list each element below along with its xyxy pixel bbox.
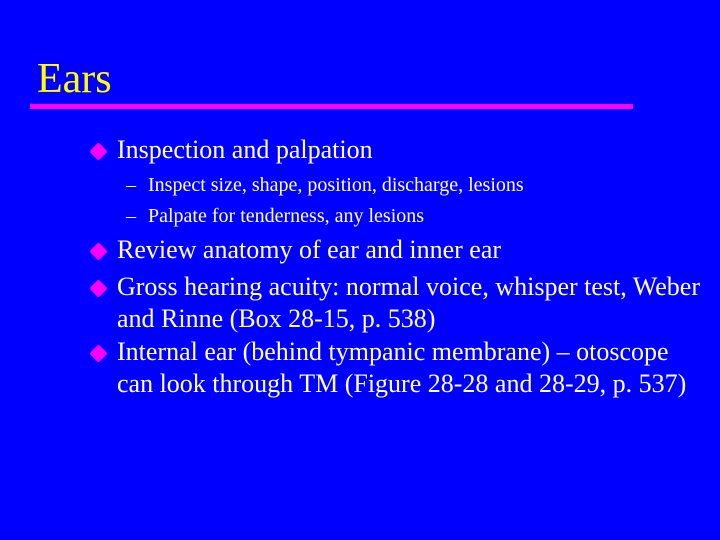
bullet-item-2 <box>86 234 706 266</box>
dash-marker: – <box>126 174 136 196</box>
bullet-item-3 <box>86 271 706 335</box>
dash-marker: – <box>126 205 136 227</box>
bullet-text: Inspection and palpation <box>117 135 373 164</box>
bullet-text: Internal ear (behind tympanic membrane) – otoscope can look through TM (Figure 28-28 and 28-29, p. 537) <box>117 337 687 398</box>
diamond-bullet-icon <box>89 344 107 362</box>
bullet-item-1 <box>86 134 706 166</box>
diamond-bullet-icon <box>89 142 107 160</box>
diamond-bullet-icon <box>89 279 107 297</box>
sub-bullet-text: Palpate for tenderness, any lesions <box>148 205 425 227</box>
bullet-text: Gross hearing acuity: normal voice, whisper test, Weber and Rinne (Box 28-15, p. 538) <box>117 272 700 333</box>
slide-title: Ears <box>37 56 112 102</box>
title-underline <box>30 104 633 109</box>
sub-bullet-item-2 <box>126 201 424 231</box>
bullet-item-4 <box>86 336 706 400</box>
sub-bullet-text: Inspect size, shape, position, discharge, lesions <box>148 174 524 196</box>
bullet-text: Review anatomy of ear and inner ear <box>117 235 502 264</box>
diamond-bullet-icon <box>89 242 107 260</box>
sub-bullet-item-1 <box>126 170 524 200</box>
